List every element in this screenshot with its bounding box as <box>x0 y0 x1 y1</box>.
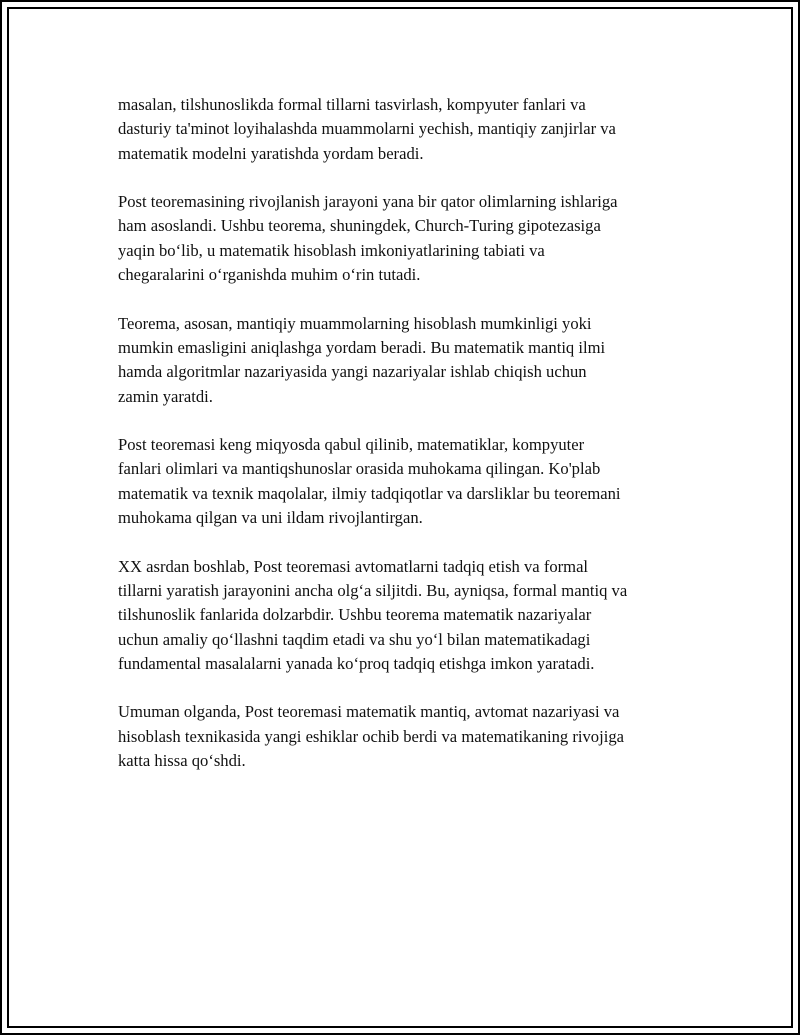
text-line: matematik modelni yaratishda yordam beradi. <box>118 143 424 163</box>
text-line: tillarni yaratish jarayonini ancha olg‘a siljitdi. Bu, ayniqsa, formal mantiq va <box>118 580 628 600</box>
text-line: chegaralarini o‘rganishda muhim o‘rin tutadi. <box>118 265 421 285</box>
text-line: fundamental masalalarni yanada ko‘proq tadqiq etishga imkon yaratadi. <box>118 653 595 673</box>
text-line: hisoblash texnikasida yangi eshiklar ochib berdi va matematikaning rivojiga <box>118 726 624 746</box>
text-line: Post teoremasi keng miqyosda qabul qilinib, matematiklar, kompyuter <box>118 435 585 455</box>
text-line: katta hissa qo‘shdi. <box>118 751 246 771</box>
text-line: dasturiy ta'minot loyihalashda muammolarni yechish, mantiqiy zanjirlar va <box>118 119 616 139</box>
text-line: mumkin emasligini aniqlashga yordam beradi. Bu matematik mantiq ilmi <box>118 337 606 357</box>
text-line: Umuman olganda, Post teoremasi matematik mantiq, avtomat nazariyasi va <box>118 702 620 722</box>
text-line: uchun amaliy qo‘llashni taqdim etadi va shu yo‘l bilan matematikadagi <box>118 629 591 649</box>
paragraph-1 <box>118 93 693 166</box>
text-line: masalan, tilshunoslikda formal tillarni tasvirlash, kompyuter fanlari va <box>118 95 586 114</box>
text-line: matematik va texnik maqolalar, ilmiy tadqiqotlar va darsliklar bu teoremani <box>118 483 621 503</box>
paragraph-2 <box>118 190 693 287</box>
text-line: zamin yaratdi. <box>118 386 213 406</box>
text-line: ham asoslandi. Ushbu teorema, shuningdek, Church-Turing gipotezasiga <box>118 216 601 236</box>
text-line: fanlari olimlari va mantiqshunoslar orasida muhokama qilingan. Ko'plab <box>118 459 601 479</box>
text-line: muhokama qilgan va uni ildam rivojlantirgan. <box>118 508 423 528</box>
text-line: yaqin bo‘lib, u matematik hisoblash imkoniyatlarining tabiati va <box>118 240 545 260</box>
paragraph-4 <box>118 433 693 530</box>
document-body <box>118 93 693 798</box>
paragraph-6 <box>118 700 693 773</box>
text-line: Post teoremasining rivojlanish jarayoni yana bir qator olimlarning ishlariga <box>118 192 618 212</box>
text-line: Teorema, asosan, mantiqiy muammolarning hisoblash mumkinligi yoki <box>118 313 592 333</box>
paragraph-3 <box>118 312 693 409</box>
text-line: XX asrdan boshlab, Post teoremasi avtomatlarni tadqiq etish va formal <box>118 556 589 576</box>
text-line: tilshunoslik fanlarida dolzarbdir. Ushbu teorema matematik nazariyalar <box>118 605 592 625</box>
text-line: hamda algoritmlar nazariyasida yangi nazariyalar ishlab chiqish uchun <box>118 362 587 382</box>
paragraph-5 <box>118 555 693 676</box>
